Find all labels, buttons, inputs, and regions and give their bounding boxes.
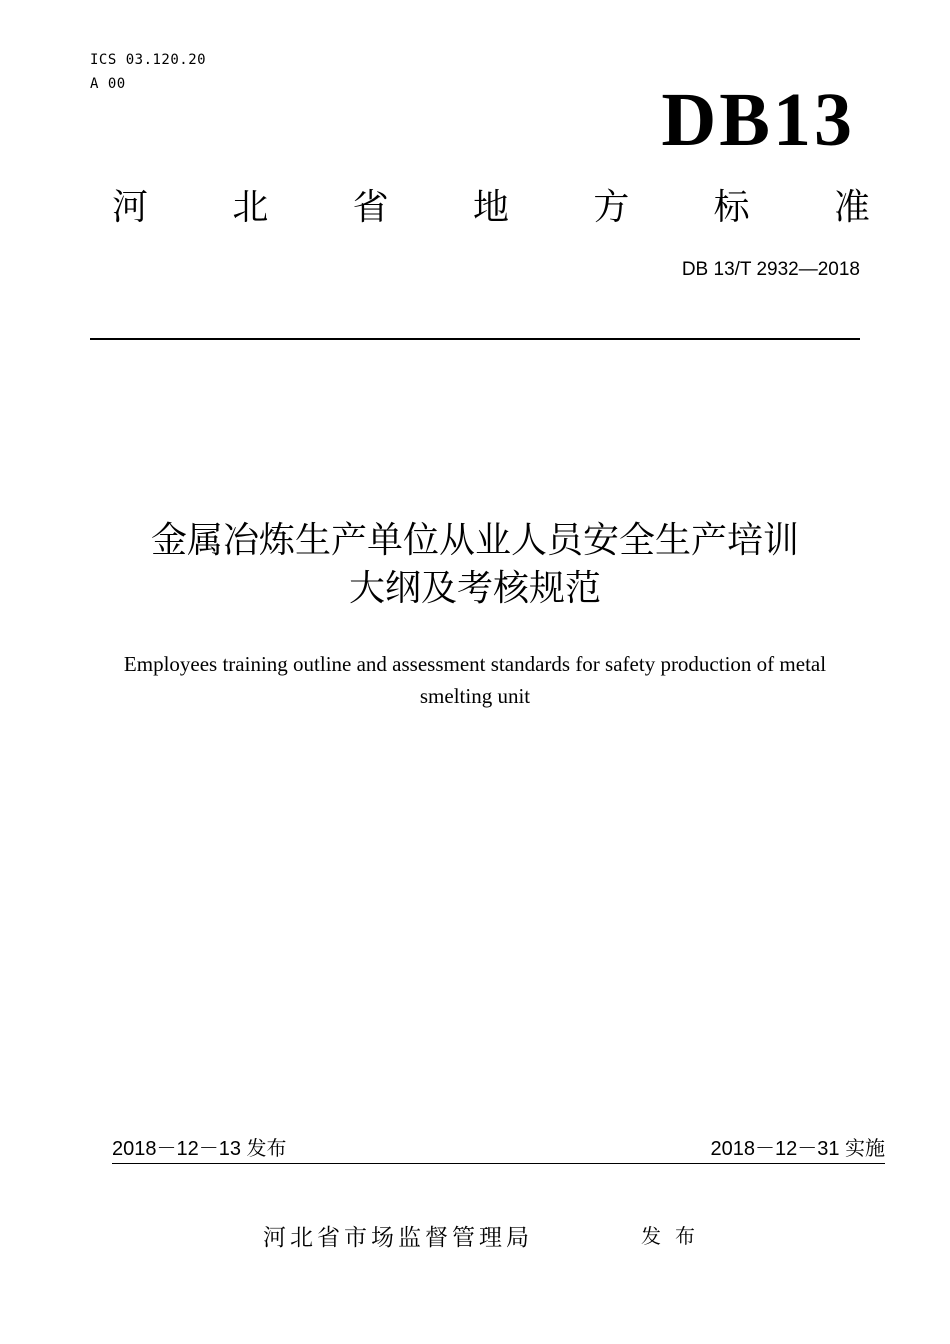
chinese-title xyxy=(60,517,890,613)
implementation-date: 2018－12－31 实施 xyxy=(710,1138,885,1160)
issue-date: 2018－12－13 发布 xyxy=(112,1138,287,1160)
english-title-line-2: smelting unit xyxy=(419,684,531,708)
classification-codes xyxy=(90,48,206,96)
issued-label: 发布 xyxy=(641,1224,709,1248)
english-title-line-1: Employees training outline and assessment standards for safety production of metal xyxy=(123,652,827,676)
standard-type-char: 标 xyxy=(713,187,750,228)
chinese-title-line-2: 大纲及考核规范 xyxy=(348,568,601,609)
ics-code: ICS 03.120.20 xyxy=(90,52,207,68)
issuer-name: 河北省市场监督管理局 xyxy=(263,1225,533,1251)
db-logo: DB13 xyxy=(661,78,855,162)
standard-type-heading xyxy=(112,182,870,234)
standard-type-char: 北 xyxy=(232,187,269,228)
standard-type-char: 准 xyxy=(833,187,870,228)
issuer-row xyxy=(263,1222,709,1254)
standard-type-char: 方 xyxy=(593,187,630,228)
chinese-title-line-1: 金属冶炼生产单位从业人员安全生产培训 xyxy=(150,520,799,561)
standard-number: DB 13/T 2932—2018 xyxy=(681,259,860,280)
bottom-divider xyxy=(112,1163,885,1164)
top-divider xyxy=(90,338,860,340)
standard-type-char: 河 xyxy=(112,187,149,228)
standard-type-char: 省 xyxy=(352,187,389,228)
standard-type-char: 地 xyxy=(472,187,509,228)
english-title xyxy=(60,648,890,712)
ccs-code: A 00 xyxy=(90,76,126,92)
